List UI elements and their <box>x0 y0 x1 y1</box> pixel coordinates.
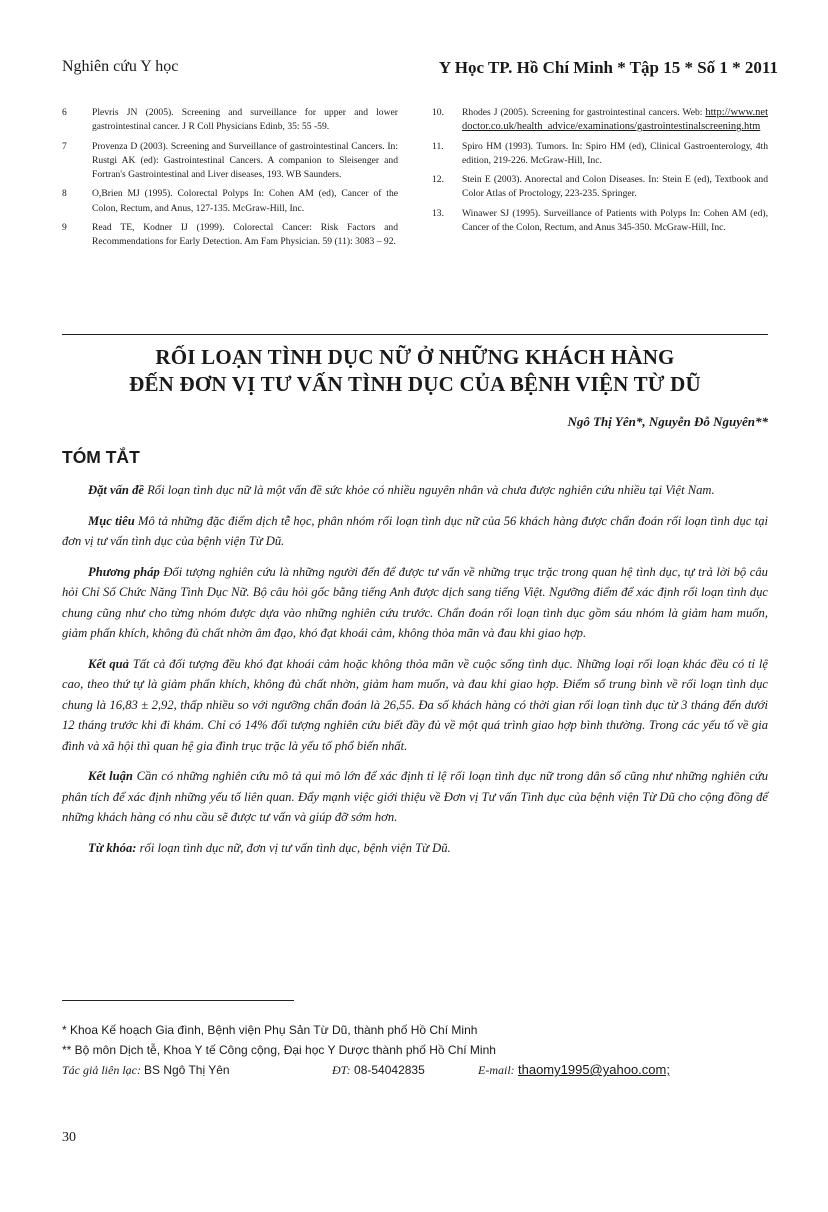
reference-text: Read TE, Kodner IJ (1999). Colorectal Cancer: Risk Factors and Recommendations for Early Detection. Am Fam Physician. 59 (11): 3083 – 92. <box>92 222 398 248</box>
contact-author <box>62 1060 230 1080</box>
phone-value: 08-54042835 <box>354 1063 425 1077</box>
reference-item <box>62 140 398 183</box>
paragraph-label: Kết quả <box>88 656 129 671</box>
reference-text: Winawer SJ (1995). Surveillance of Patients with Polyps In: Cohen AM (ed), Cancer of the Colon, Rectum, and Anus 345-350. McGraw-Hill, Inc. <box>462 207 768 234</box>
keywords-text: rối loạn tình dục nữ, đơn vị tư vấn tình dục, bệnh viện Từ Dũ. <box>136 840 451 855</box>
reference-number: 9 <box>62 222 67 234</box>
reference-text: O,Brien MJ (1995). Colorectal Polyps In: Cohen AM (ed), Cancer of the Colon, Rectum, and Anus, 127-135. McGraw-Hill, Inc. <box>92 188 398 214</box>
reference-number: 13. <box>432 207 444 219</box>
reference-item <box>432 207 768 236</box>
paragraph-label: Đặt vấn đề <box>88 483 144 497</box>
abstract-paragraph <box>62 480 768 501</box>
contact-email <box>478 1060 670 1080</box>
reference-number: 7 <box>62 140 67 152</box>
paragraph-label: Mục tiêu <box>88 513 135 528</box>
reference-item <box>62 221 398 250</box>
reference-item <box>432 106 768 135</box>
contact-label: Tác giả liên lạc: <box>62 1063 141 1077</box>
reference-text: Spiro HM (1993). Tumors. In: Spiro HM (ed), Clinical Gastroenterology, 4th edition, 219-226. McGraw-Hill, Inc. <box>462 140 768 166</box>
paragraph-text: Rối loạn tình dục nữ là một vấn đề sức khỏe có nhiều nguyên nhân và chưa được nghiên cứu nhiều tại Việt Nam. <box>143 483 715 497</box>
reference-link[interactable]: http://www.netdoctor.co.uk/health_advice/examinations/gastrointestinalscreening.htm <box>462 107 768 133</box>
reference-item <box>62 187 398 216</box>
reference-number: 11. <box>432 140 444 152</box>
article-authors: Ngô Thị Yên*, Nguyễn Đỗ Nguyên** <box>567 414 768 429</box>
paragraph-label: Phương pháp <box>88 564 160 579</box>
paragraph-text: Đối tượng nghiên cứu là những người đến để được tư vấn về những trục trặc trong quan hệ tình dục, tự trả lời bộ câu hỏi Chỉ Số Chức Năng Tình Dục Nữ. Bộ câu hỏi gốc bằng tiếng Anh được dịch sang tiếng Việt. Ngưỡng điểm để xác định rối loạn tình dục chung cũng như cho từng nhóm được dựa vào những nghiên cứu trước. Chẩn đoán rối loạn tình dục gồm sáu nhóm là giảm ham muốn, giảm phấn khích, không đủ chất nhờn âm đạo, khó đạt khoái cảm, không thỏa mãn và đau khi giao hợp. <box>62 564 768 640</box>
abstract-paragraph <box>62 562 768 644</box>
journal-citation: Y Học TP. Hồ Chí Minh * Tập 15 * Số 1 * 2011 <box>438 58 778 77</box>
abstract-heading: TÓM TẮT <box>62 447 140 467</box>
page-number: 30 <box>62 1130 76 1145</box>
abstract-body <box>62 480 768 868</box>
page-header <box>62 58 778 82</box>
reference-text: Provenza D (2003). Screening and Surveillance of gastrointestinal Cancers. In: Rustgi AK (ed): Gastrointestinal Cancers. A companion to Sleisenger and Fortran's Gastrointestinal and Liver diseases, 193. WB Saunders. <box>92 140 398 181</box>
article-title-line: ĐẾN ĐƠN VỊ TƯ VẤN TÌNH DỤC CỦA BỆNH VIỆN TỪ DŨ <box>129 372 701 396</box>
article-title <box>62 344 768 398</box>
paragraph-text: Cần có những nghiên cứu mô tả qui mô lớn để xác định tỉ lệ rối loạn tình dục nữ trong dân số cũng như những nghiên cứu phân tích để xác định những yếu tố liên quan. Đẩy mạnh việc giới thiệu về Đơn vị Tư vấn Tình dục của bệnh viện Từ Dũ cho cộng đồng để những khách hàng có nhu cầu sẽ được tư vấn và giúp đỡ sớm hơn. <box>62 769 768 824</box>
reference-number: 10. <box>432 107 444 118</box>
keywords-label: Từ khóa: <box>88 840 137 855</box>
contact-line <box>62 1060 768 1080</box>
phone-label: ĐT: <box>332 1063 351 1077</box>
reference-number: 12. <box>432 174 444 186</box>
abstract-paragraph <box>62 766 768 828</box>
section-divider <box>62 334 768 335</box>
contact-name: BS Ngô Thị Yên <box>143 1063 230 1077</box>
footnotes <box>62 1020 768 1080</box>
paragraph-label: Kết luận <box>88 769 133 783</box>
keywords-paragraph <box>62 838 768 859</box>
abstract-paragraph <box>62 654 768 757</box>
paragraph-text: Tất cả đối tượng đều khó đạt khoái cảm hoặc không thỏa mãn về cuộc sống tình dục. Những loại rối loạn khác đều có tỉ lệ cao, theo thứ tự là giảm phấn khích, không đủ chất nhờn, giảm ham muốn, và đau khi giao hợp. Điểm số trung bình về rối loạn tình dục chung là 16,83 ± 2,92, thấp nhiều so với ngưỡng chẩn đoán là 26,55. Đa số khách hàng có thời gian rối loạn tình dục từ 3 tháng đến dưới 12 tháng trước khi đi khám. Chỉ có 14% đối tượng nghiên cứu biết đầy đủ về một quá trình giao hợp bình thường. Trong các yếu tố về gia đình và xã hội thì quan hệ gia đình trục trặc là yếu tố phổ biến nhất. <box>62 656 768 753</box>
affiliation-footnote-2: ** Bộ môn Dịch tễ, Khoa Y tế Công cộng, Đại học Y Dược thành phố Hồ Chí Minh <box>62 1043 496 1057</box>
reference-item <box>432 173 768 202</box>
references-right-column <box>432 106 768 240</box>
reference-item <box>432 140 768 169</box>
reference-number: 8 <box>62 188 67 200</box>
email-link[interactable]: thaomy1995@yahoo.com; <box>518 1062 670 1077</box>
reference-item <box>62 106 398 135</box>
references-left-column <box>62 106 398 255</box>
contact-phone <box>332 1060 425 1080</box>
affiliation-footnote-1: * Khoa Kế hoạch Gia đình, Bệnh viện Phụ Sản Từ Dũ, thành phố Hồ Chí Minh <box>62 1023 478 1037</box>
paragraph-text: Mô tả những đặc điểm dịch tễ học, phân nhóm rối loạn tình dục nữ của 56 khách hàng được chẩn đoán rối loạn tình dục tại đơn vị tư vấn tình dục của bệnh viện Từ Dũ. <box>62 513 768 548</box>
reference-text: Stein E (2003). Anorectal and Colon Diseases. In: Stein E (ed), Textbook and Color Atlas of Proctology, 223-235. Springer. <box>462 174 768 200</box>
reference-number: 6 <box>62 107 67 118</box>
reference-text: Plevris JN (2005). Screening and surveillance for upper and lower gastrointestinal cancer. J R Coll Physicians Edinb, 35: 55 -59. <box>92 107 398 133</box>
reference-text: Rhodes J (2005). Screening for gastrointestinal cancers. Web: <box>462 107 703 118</box>
footnote-divider <box>62 1000 294 1001</box>
article-title-line: RỐI LOẠN TÌNH DỤC NỮ Ở NHỮNG KHÁCH HÀNG <box>155 345 675 369</box>
email-label: E-mail: <box>478 1063 515 1077</box>
abstract-paragraph <box>62 511 768 552</box>
journal-section-label: Nghiên cứu Y học <box>62 58 179 75</box>
